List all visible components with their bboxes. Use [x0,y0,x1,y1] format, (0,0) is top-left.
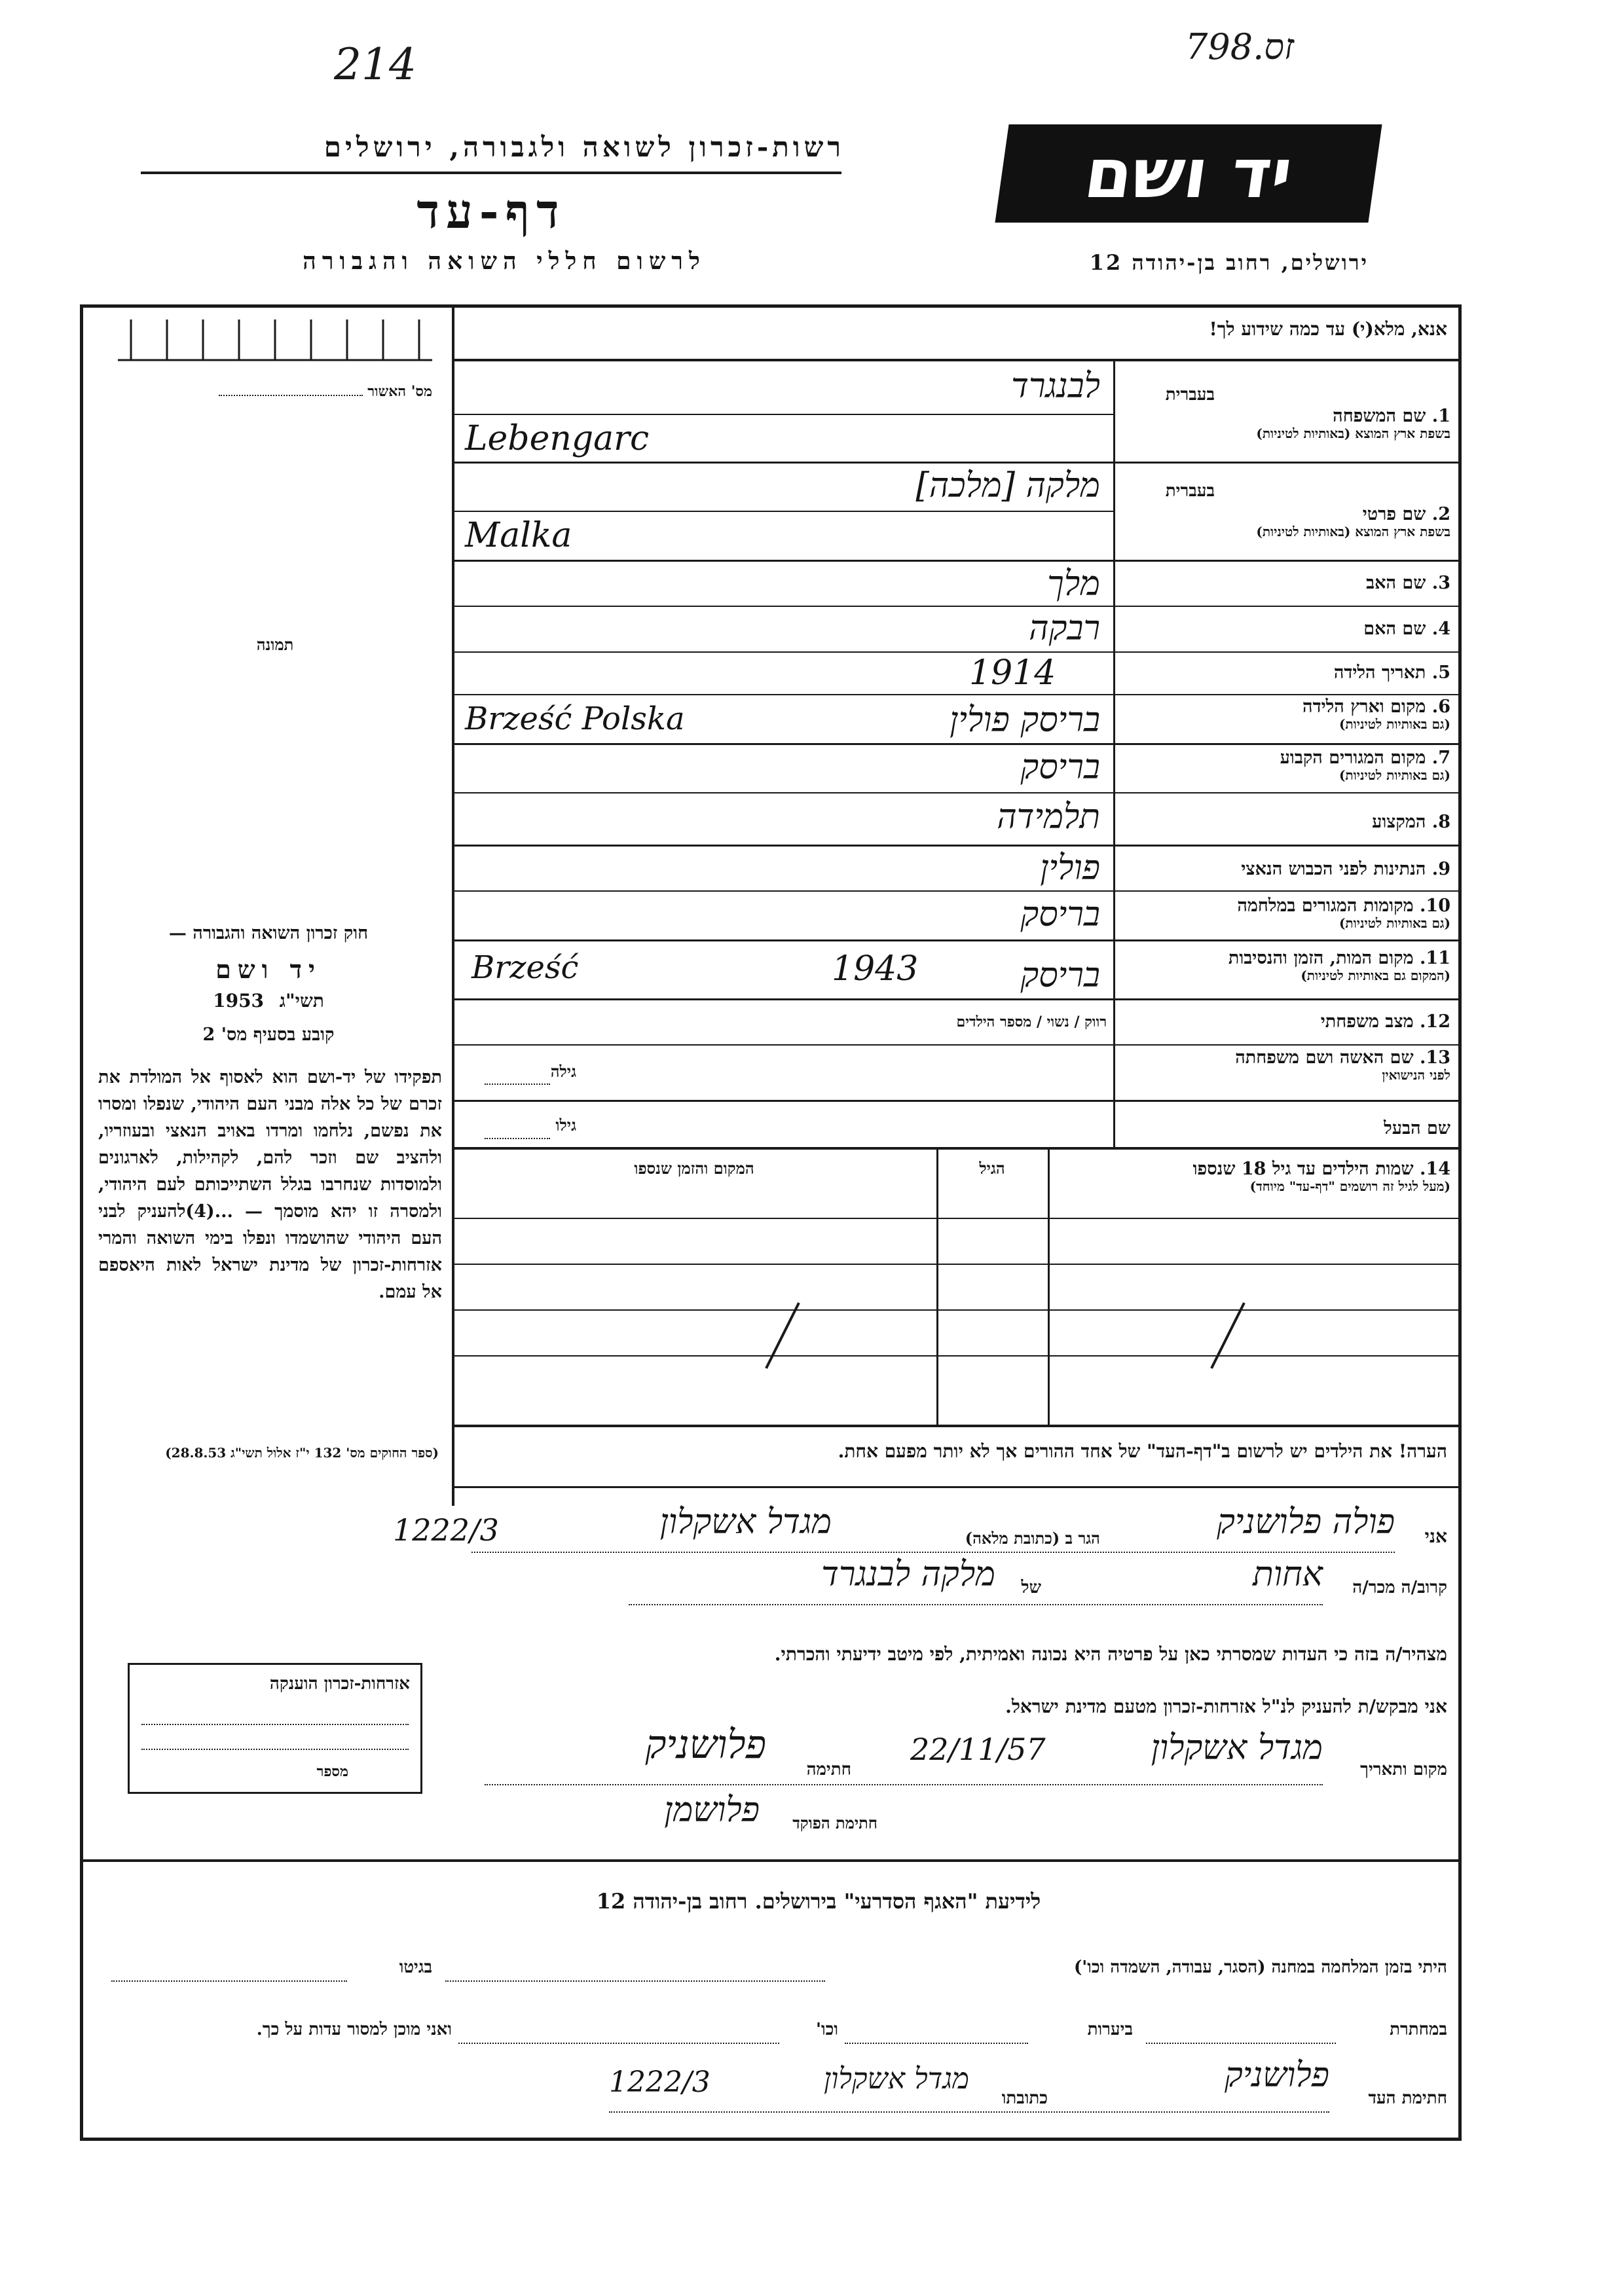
law-reference: (ספר החוקים מס' 132 י"ז אלול תשי"ג 28.8.53) [165,1445,439,1461]
field-13-label [1123,1048,1450,1083]
bottom-witness-address-no: 1222/3 [609,2066,710,2099]
law-year: 1953 [213,990,265,1011]
field-6-value-latin: Brześć Polska [465,701,685,737]
field1-lang-hebrew: בעברית [1165,385,1215,405]
children-note: הערה! את הילדים יש לרשום ב"דף-העד" של אחד ההורים אך לא יותר מפעם אחת. [838,1440,1447,1462]
field-5-num: 5. [1431,663,1450,683]
field-13-text: שם האשה ושם משפחתה [1235,1048,1414,1068]
field-7-num: 7. [1431,748,1450,768]
field-11-num: 11. [1420,948,1450,968]
field-10-label [1123,896,1450,931]
husband-text: שם הבעל [1384,1118,1450,1139]
field-1-label [1123,406,1450,441]
decl-name: פולה פלושניק [1217,1503,1395,1542]
field-8-num: 8. [1431,812,1450,832]
decl-relation: אחות [1253,1555,1323,1594]
field-6-value-hebrew: בריסק פולין [950,701,1100,740]
handwritten-number-left: 214 [334,39,416,90]
field-10-sub: (גם באותיות לטיניות) [1338,915,1450,932]
field-13-num: 13. [1420,1048,1450,1068]
field-8-text: המקצוע [1372,812,1426,832]
bottom-address-label: כתובתו [1001,2088,1048,2108]
photo-label: תמונה [256,635,294,654]
field-12-text: מצב משפחתי [1320,1011,1414,1032]
citizenship-box-title: אזרחות-זכרון הוענקה [269,1674,410,1694]
field-3-value: מלך [1047,564,1100,604]
field-5-value: 1914 [969,653,1056,693]
decl-of-label: של [1021,1578,1041,1597]
field-2-num: 2. [1431,504,1450,524]
field-2-text: שם פרטי [1362,504,1426,524]
field-11-text: מקום המות, הזמן והנסיבות [1228,948,1414,968]
decl-relation-label: קרוב/ה מכר/ה [1352,1578,1447,1597]
field-2-sub: בשפת ארץ המוצא (באותיות לטיניות) [1256,524,1450,540]
decl-officer-label: חתימת הפוקד [792,1813,877,1832]
field-4-label [1123,619,1450,639]
field-11-label [1123,948,1450,983]
approval-number-label [118,383,432,400]
bottom-line2-d: ואני מוכן למסור עדות על כך. [256,2020,452,2039]
decl-of-name: מלקה לבנגרד [821,1555,995,1594]
decl-address: מגדל אשקלון [659,1503,832,1542]
husband-label [1123,1118,1450,1139]
field-3-label [1123,573,1450,593]
field-6-text: מקום וארץ הלידה [1302,697,1426,717]
bottom-witness-address: מגדל אשקלון [823,2062,969,2096]
field-7-text: מקום המגורים הקבוע [1280,748,1426,768]
form-intro: אנא, מלא(י) עד כמה שידוע לך! [1209,318,1447,340]
field-6-label [1123,697,1450,732]
children-strike-left [753,1296,812,1375]
law-name: יד ושם [215,955,322,984]
law-year-row [98,990,439,1012]
yad-vashem-logo [995,124,1382,223]
field-10-text: מקומות המגורים במלחמה [1237,896,1414,916]
form-subtitle: לרשום חללי השואה והגבורה [303,247,706,275]
field-2-value-latin: Malka [465,516,572,555]
field-2-label [1123,504,1450,539]
bottom-line2-b: ביערות [1087,2020,1133,2039]
citizenship-box-no: מספר [316,1763,348,1780]
children-col-place: המקום והזמן שנספו [634,1159,754,1178]
field-9-text: הנתינות לפני הכבוש הנאצי [1241,859,1426,879]
field-10-value: בריסק [1020,895,1100,934]
field-9-label [1123,859,1450,879]
field-11-sub: (המקום גם באותיות לטיניות) [1301,968,1450,984]
approval-number-boxes [118,319,432,361]
field-6-num: 6. [1431,697,1450,717]
decl-signature: פלושניק [645,1722,766,1768]
field-11-value-hebrew: בריסק [1020,956,1100,995]
field-1-value-hebrew: לבנגרד [1011,367,1100,406]
field-1-num: 1. [1431,406,1450,426]
children-num: 14. [1420,1159,1450,1179]
field-3-text: שם האב [1366,573,1426,593]
field-1-sub: בשפת ארץ המוצא (באותיות לטיניות) [1256,426,1450,442]
bottom-line2-c: וכו' [816,2020,838,2039]
field-8-label [1123,812,1450,832]
field-7-label [1123,748,1450,783]
decl-place-date-label: מקום ותאריך [1360,1760,1447,1779]
field-10-num: 10. [1420,896,1450,916]
law-title: חוק זכרון השואה והגבורה — [168,923,369,943]
husband-age-label: גילו [555,1116,576,1135]
field-9-num: 9. [1431,859,1450,879]
decl-residing-label: הגר ב (כתובת מלאה) [965,1529,1100,1548]
field-4-num: 4. [1431,619,1450,639]
field-12-num: 12. [1420,1011,1450,1032]
children-label [1061,1159,1450,1194]
bottom-line2-a: במחתרת [1390,2020,1447,2039]
field-7-sub: (גם באותיות לטיניות) [1338,767,1450,784]
field-12-options: רווק / נשוי / מספר הילדים [956,1013,1107,1030]
decl-i-label: אני [1424,1525,1447,1547]
authority-line: רשות-זכרון לשואה ולגבורה, ירושלים [323,131,845,163]
address-line: ירושלים, רחוב בן-יהודה 12 [1089,250,1369,275]
bottom-title: לידיעת "האגף הסדרעי" בירושלים. רחוב בן-יהודה 12 [596,1889,1041,1914]
decl-statement: מצהיר/ה בזה כי העדות שמסרתי כאן על פרטיה היא נכונה ואמיתית, לפי מיטב ידיעתי והכרתי. [774,1643,1447,1665]
field-5-label [1123,663,1450,683]
field-6-sub: (גם באותיות לטיניות) [1338,716,1450,733]
children-text: שמות הילדים עד גיל 18 שנספו [1192,1159,1414,1179]
handwritten-number-right: 798.זס [1185,26,1295,67]
bottom-line1-b: בגיטו [399,1958,432,1977]
field-11-value-latin: Brześć [471,949,579,986]
field-13-age-label: גילה [550,1062,576,1081]
field-12-label [1123,1011,1450,1032]
field-9-value: פולין [1040,848,1100,888]
field-5-text: תאריך הלידה [1333,663,1426,683]
field-4-value: רבקה [1029,609,1100,648]
field-2-value-hebrew: מלקה [מלכה] [915,466,1100,505]
bottom-witness-signature: פלושניק [1224,2056,1329,2095]
children-sub: (מעל לגיל זה רושמים "דף-עד" מיוחד) [1249,1178,1450,1195]
law-text: תפקידו של יד-ושם הוא לאסוף אל המולדת את זכרם של כל אלה מבני העם היהודי, שנפלו ומסרו את נפשם, נלחמו ומרדו באויב הנאצי ובעוזריו, ולהציב שם וזכר להם, לקהילות, לארגונים ולמוסדות שנחרבו בגלל השתייכותם לעם היהודי, ולמסרה זו יהא מוסמך — ...(4)להעניק לבני העם היהודי שהושמדו ונפלו בימי השואה והמרי אזרחות-זכרון של מדינת ישראל לאות היאספם אל עמם. [98,1067,442,1302]
law-clause: קובע בסעיף מס' 2 [202,1025,335,1045]
field-1-value-latin: Lebengarc [465,419,650,458]
decl-place: מגדל אשקלון [1151,1728,1323,1768]
field-1-text: שם המשפחה [1333,406,1426,426]
decl-address-no: 1222/3 [393,1512,499,1548]
bottom-witness-label: חתימת העד [1368,2088,1447,2108]
decl-signature-label: חתימה [806,1760,851,1779]
citizenship-box [128,1663,422,1794]
children-strike-right [1198,1296,1257,1375]
field-3-num: 3. [1431,573,1450,593]
field-13-sub: לפני הנישואין [1382,1067,1450,1084]
field-7-value: בריסק [1020,748,1100,787]
law-year-hebrew: תשי"ג [279,990,324,1011]
field-11-value-year: 1943 [832,949,919,989]
children-col-age: הגיל [979,1159,1005,1178]
decl-request: אני מבקש/ת להעניק לנ"ל אזרחות-זכרון מטעם מדינת ישראל. [1005,1696,1447,1717]
approval-label-text: מס' האשור [367,383,432,400]
decl-date: 22/11/57 [910,1732,1046,1767]
field2-lang-hebrew: בעברית [1165,481,1215,501]
bottom-line1-a: היתי בזמן המלחמה במחנה (הסגר, עבודה, השמדה וכו') [1073,1958,1447,1977]
field-4-text: שם האם [1363,619,1426,639]
field-8-value: תלמידה [997,797,1100,837]
logo-text: יד ושם [1079,134,1298,213]
form-title: דף-עד [416,183,566,239]
decl-officer-signature: פלושמן [664,1791,760,1830]
